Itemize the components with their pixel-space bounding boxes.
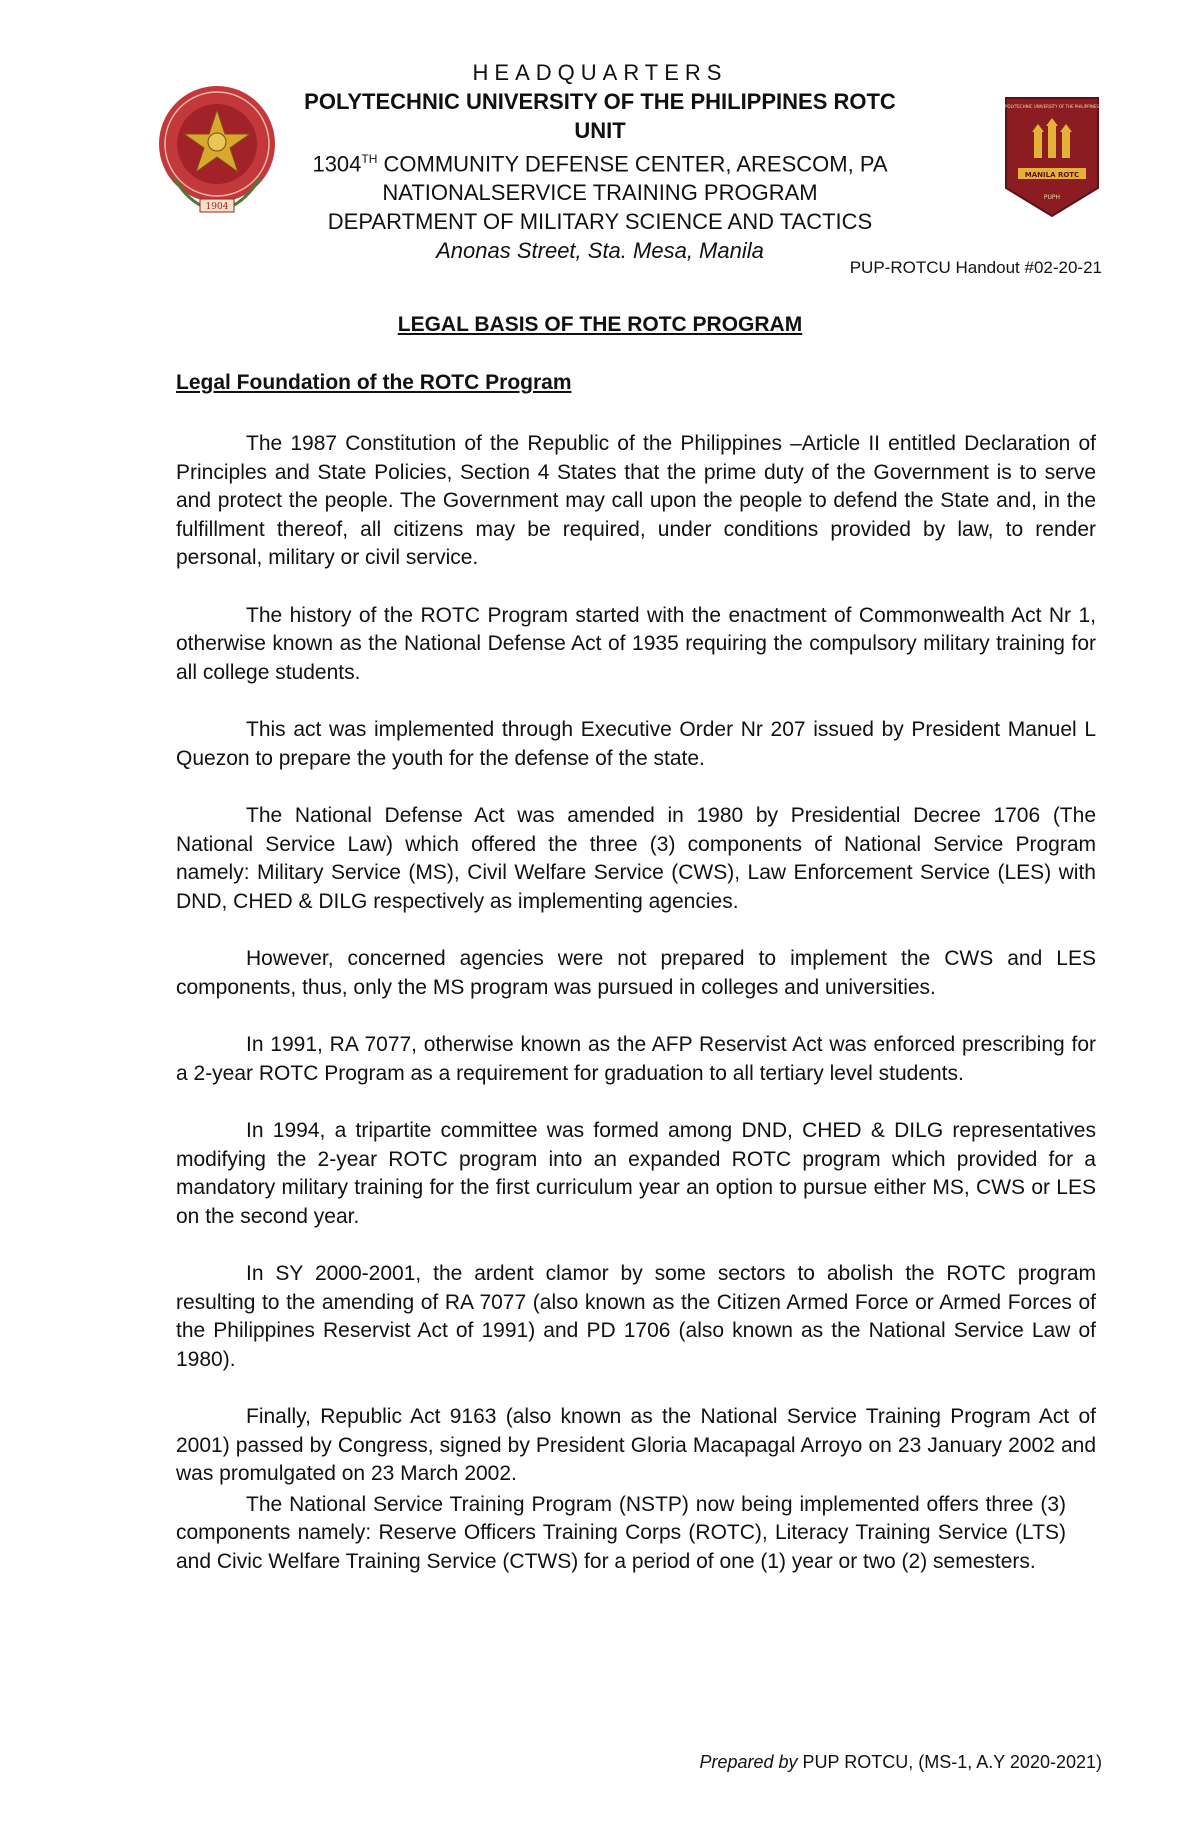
paragraph: In 1991, RA 7077, otherwise known as the AFP Reservist Act was enforced prescribing for a 2-year ROTC Program as a requirement for graduation to all tertiary level students. — [176, 1033, 1096, 1085]
prepared-by-footer — [699, 1752, 1102, 1773]
department-line: DEPARTMENT OF MILITARY SCIENCE AND TACTICS — [327, 209, 873, 235]
paragraph: This act was implemented through Executive Order Nr 207 issued by President Manuel L Quezon to prepare the youth for the defense of the state. — [176, 718, 1096, 770]
badge-bottom-text: PUPH — [1043, 194, 1061, 201]
prepared-label: Prepared by — [699, 1752, 798, 1772]
center-line: 1304TH COMMUNITY DEFENSE CENTER, ARESCOM, PA — [312, 151, 888, 177]
paragraph: The history of the ROTC Program started with the enactment of Commonwealth Act Nr 1, otherwise known as the National Defense Act of 1935 requiring the compulsory military training for all college students. — [176, 603, 1096, 684]
document-body — [176, 430, 1096, 1605]
paragraph: The National Defense Act was amended in 1980 by Presidential Decree 1706 (The National Service Law) which offered the three (3) components of National Service Program namely: Military Service (MS), Civil Welfare Service (CWS), Law Enforcement Service (LES) with DND, CHED & DILG respectively as implementing agencies. — [176, 804, 1096, 913]
paragraph: In SY 2000-2001, the ardent clamor by some sectors to abolish the ROTC program resulting to the amending of RA 7077 (also known as the Citizen Armed Force or Armed Forces of the Philippines Reservist Act of 1991) and PD 1706 (also known as the National Service Law of 1980). — [176, 1262, 1096, 1371]
seal-year: 1904 — [205, 202, 229, 212]
pup-seal-logo — [152, 82, 282, 218]
letterhead — [280, 58, 920, 265]
paragraph: In 1994, a tripartite committee was formed among DND, CHED & DILG representatives modifying the 2-year ROTC program into an expanded ROTC program which provided for a mandatory military training for the first curriculum year an option to pursue either MS, CWS or LES on the second year. — [176, 1119, 1096, 1228]
paragraph: However, concerned agencies were not prepared to implement the CWS and LES components, thus, only the MS program was pursued in colleges and universities. — [176, 947, 1096, 999]
paragraph: Finally, Republic Act 9163 (also known as the National Service Training Program Act of 2001) passed by Congress, signed by President Gloria Macapagal Arroyo on 23 January 2002 and was promulgated on 23 March 2002. — [176, 1405, 1096, 1485]
university-name: POLYTECHNIC UNIVERSITY OF THE PHILIPPINES ROTC UNIT — [304, 89, 896, 143]
badge-banner-text: MANILA ROTC — [1024, 171, 1080, 179]
rotc-badge-logo — [1004, 96, 1100, 218]
program-line: NATIONALSERVICE TRAINING PROGRAM — [382, 180, 818, 206]
address-line: Anonas Street, Sta. Mesa, Manila — [436, 238, 764, 264]
paragraph: The 1987 Constitution of the Republic of the Philippines –Article II entitled Declaration of Principles and State Policies, Section 4 States that the prime duty of the Government is to serve and protect the people. The Government may call upon the people to defend the State and, in the fulfillment thereof, all citizens may be required, under conditions provided by law, to render personal, military or civil service. — [176, 432, 1096, 569]
section-heading: Legal Foundation of the ROTC Program — [176, 371, 572, 394]
badge-top-text: POLYTECHNIC UNIVERSITY OF THE PHILIPPINES — [1005, 104, 1099, 109]
prepared-text: PUP ROTCU, (MS-1, A.Y 2020-2021) — [802, 1752, 1102, 1772]
handout-number: PUP-ROTCU Handout #02-20-21 — [849, 258, 1102, 277]
paragraph: The National Service Training Program (NSTP) now being implemented offers three (3) components namely: Reserve Officers Training Corps (ROTC), Literacy Training Service (LTS) and Civic Welfare Training Service (CTWS) for a period of one (1) year or two (2) semesters. — [176, 1492, 1066, 1573]
document-title: LEGAL BASIS OF THE ROTC PROGRAM — [397, 313, 803, 336]
headquarters-line: HEADQUARTERS — [472, 60, 728, 85]
